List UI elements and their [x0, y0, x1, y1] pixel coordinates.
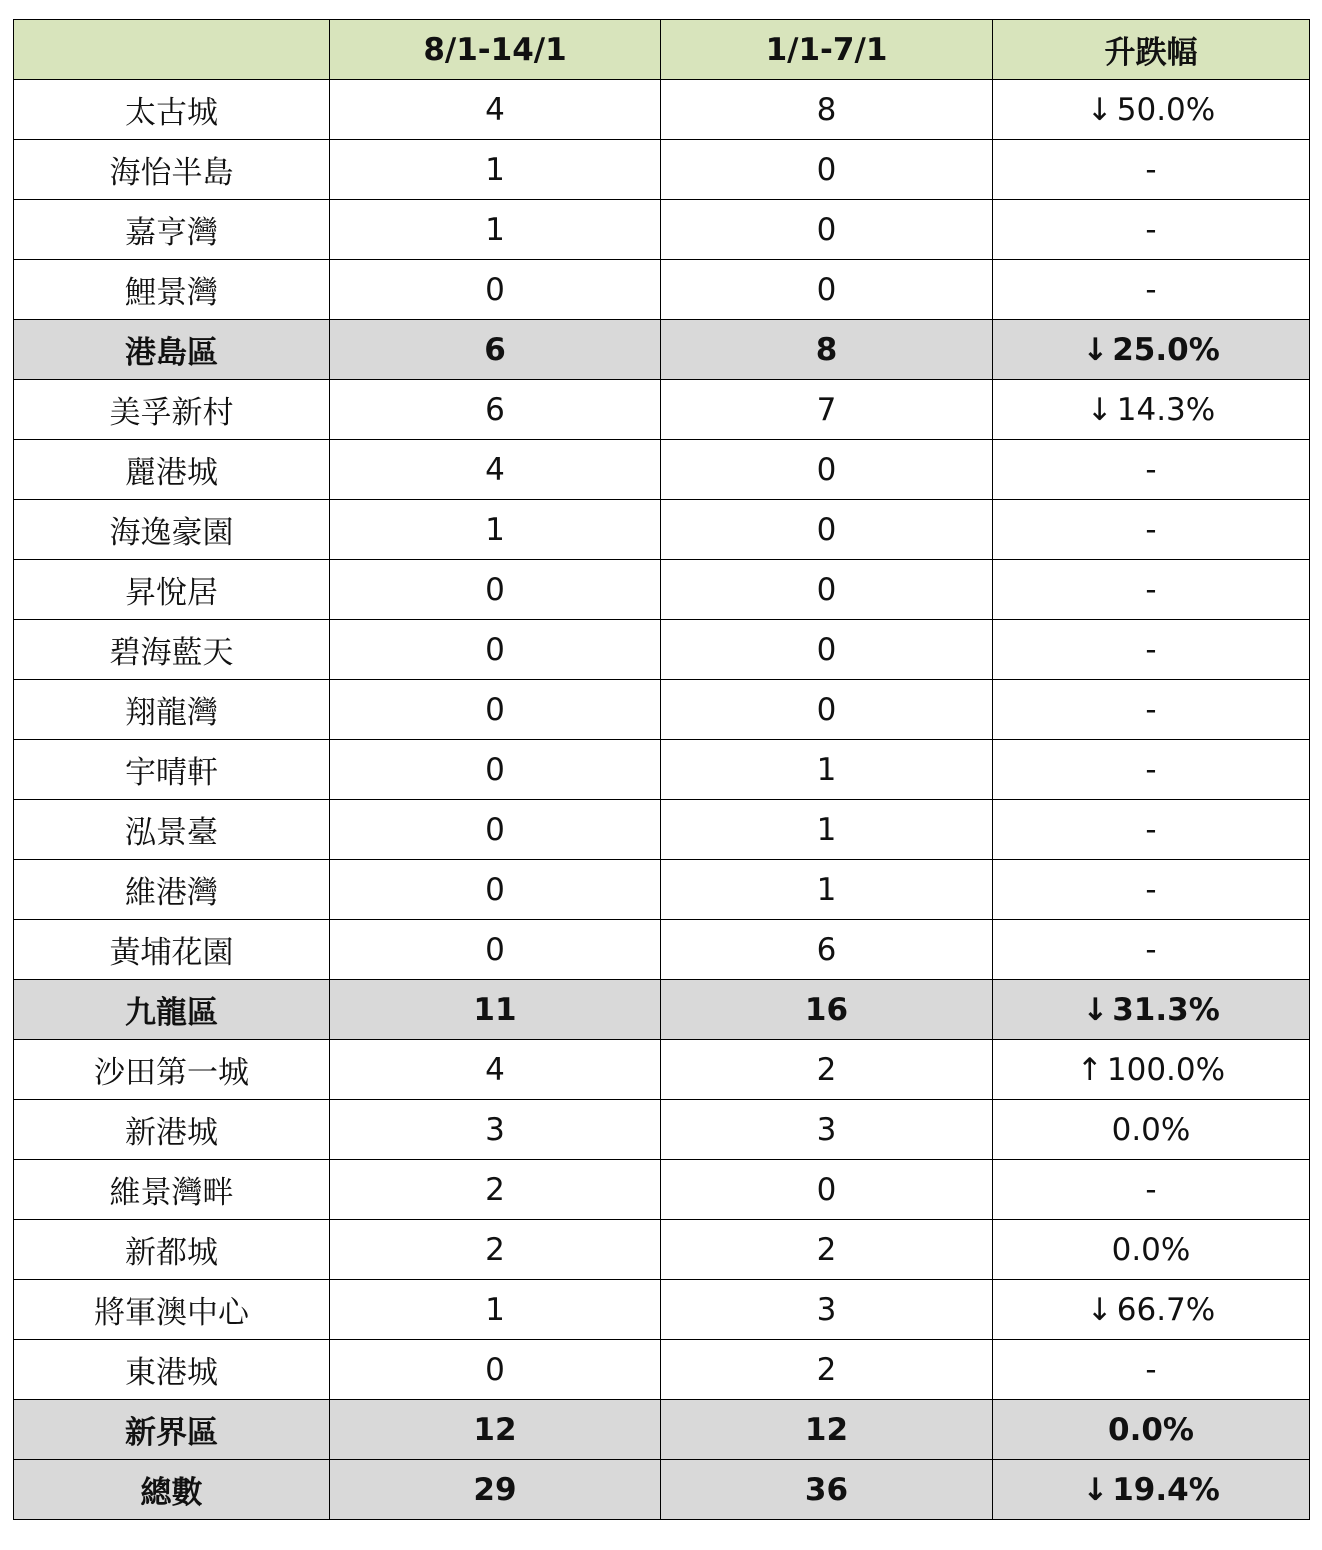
change-value: - [1145, 571, 1157, 608]
estate-name-cell: 將軍澳中心 [14, 1280, 330, 1340]
change-cell [993, 1280, 1310, 1340]
current-period-count-cell: 0 [330, 860, 661, 920]
table-row [14, 140, 1310, 200]
estate-name-cell: 新界區 [14, 1400, 330, 1460]
current-period-count-cell: 0 [330, 1340, 661, 1400]
change-cell [993, 80, 1310, 140]
header-period-previous: 1/1-7/1 [661, 20, 993, 80]
previous-period-count-cell: 2 [661, 1220, 993, 1280]
change-value: - [1145, 811, 1157, 848]
current-period-count-cell: 0 [330, 620, 661, 680]
previous-period-count-cell: 0 [661, 440, 993, 500]
change-cell [993, 440, 1310, 500]
estate-name-cell: 九龍區 [14, 980, 330, 1040]
change-cell [993, 560, 1310, 620]
previous-period-count-cell: 0 [661, 200, 993, 260]
current-period-count-cell: 4 [330, 440, 661, 500]
change-value: - [1145, 931, 1157, 968]
estate-name-cell: 泓景臺 [14, 800, 330, 860]
change-cell [993, 1340, 1310, 1400]
change-value: 25.0% [1112, 331, 1220, 368]
estate-name-cell: 海逸豪園 [14, 500, 330, 560]
current-period-count-cell: 1 [330, 1280, 661, 1340]
arrow-down-icon: ↓ [1086, 91, 1113, 128]
change-value: 14.3% [1116, 391, 1216, 428]
previous-period-count-cell: 1 [661, 740, 993, 800]
previous-period-count-cell: 16 [661, 980, 993, 1040]
header-period-current: 8/1-14/1 [330, 20, 661, 80]
previous-period-count-cell: 0 [661, 500, 993, 560]
previous-period-count-cell: 12 [661, 1400, 993, 1460]
transaction-comparison-table [13, 19, 1310, 1520]
table-row [14, 260, 1310, 320]
estate-name-cell: 維港灣 [14, 860, 330, 920]
estate-name-cell: 嘉亨灣 [14, 200, 330, 260]
change-cell [993, 860, 1310, 920]
previous-period-count-cell: 0 [661, 620, 993, 680]
previous-period-count-cell: 8 [661, 80, 993, 140]
current-period-count-cell: 1 [330, 200, 661, 260]
subtotal-row [14, 320, 1310, 380]
subtotal-row [14, 1400, 1310, 1460]
previous-period-count-cell: 1 [661, 860, 993, 920]
arrow-up-icon: ↑ [1076, 1051, 1103, 1088]
estate-name-cell: 太古城 [14, 80, 330, 140]
estate-name-cell: 港島區 [14, 320, 330, 380]
current-period-count-cell: 0 [330, 560, 661, 620]
table-row [14, 1280, 1310, 1340]
change-cell [993, 740, 1310, 800]
estate-name-cell: 黃埔花園 [14, 920, 330, 980]
change-value: - [1145, 271, 1157, 308]
change-value: - [1145, 1351, 1157, 1388]
change-value: 0.0% [1111, 1111, 1191, 1148]
table-header [14, 20, 1310, 80]
change-value: - [1145, 511, 1157, 548]
change-value: - [1145, 751, 1157, 788]
table-row [14, 440, 1310, 500]
estate-name-cell: 麗港城 [14, 440, 330, 500]
table-row [14, 680, 1310, 740]
table-row [14, 1160, 1310, 1220]
change-value: - [1145, 451, 1157, 488]
header-row [14, 20, 1310, 80]
previous-period-count-cell: 1 [661, 800, 993, 860]
table-row [14, 740, 1310, 800]
change-value: - [1145, 151, 1157, 188]
previous-period-count-cell: 2 [661, 1340, 993, 1400]
change-cell [993, 620, 1310, 680]
previous-period-count-cell: 0 [661, 560, 993, 620]
change-cell [993, 140, 1310, 200]
table-row [14, 80, 1310, 140]
table-row [14, 500, 1310, 560]
change-cell [993, 980, 1310, 1040]
previous-period-count-cell: 8 [661, 320, 993, 380]
current-period-count-cell: 1 [330, 140, 661, 200]
table-row [14, 380, 1310, 440]
change-cell [993, 1400, 1310, 1460]
arrow-down-icon: ↓ [1082, 331, 1109, 368]
change-value: - [1145, 871, 1157, 908]
table-row [14, 800, 1310, 860]
current-period-count-cell: 6 [330, 380, 661, 440]
estate-name-cell: 新都城 [14, 1220, 330, 1280]
previous-period-count-cell: 7 [661, 380, 993, 440]
table-body [14, 80, 1310, 1520]
change-value: - [1145, 211, 1157, 248]
previous-period-count-cell: 0 [661, 140, 993, 200]
estate-name-cell: 維景灣畔 [14, 1160, 330, 1220]
estate-name-cell: 宇晴軒 [14, 740, 330, 800]
estate-name-cell: 翔龍灣 [14, 680, 330, 740]
current-period-count-cell: 29 [330, 1460, 661, 1520]
estate-name-cell: 東港城 [14, 1340, 330, 1400]
change-cell [993, 920, 1310, 980]
current-period-count-cell: 4 [330, 1040, 661, 1100]
current-period-count-cell: 6 [330, 320, 661, 380]
change-value: 19.4% [1112, 1471, 1220, 1508]
previous-period-count-cell: 3 [661, 1280, 993, 1340]
current-period-count-cell: 12 [330, 1400, 661, 1460]
change-cell [993, 1460, 1310, 1520]
table-row [14, 920, 1310, 980]
change-value: 0.0% [1108, 1411, 1194, 1448]
table-row [14, 1040, 1310, 1100]
change-cell [993, 1100, 1310, 1160]
subtotal-row [14, 980, 1310, 1040]
arrow-down-icon: ↓ [1086, 1291, 1113, 1328]
arrow-down-icon: ↓ [1086, 391, 1113, 428]
estate-name-cell: 海怡半島 [14, 140, 330, 200]
estate-name-cell: 碧海藍天 [14, 620, 330, 680]
change-cell [993, 320, 1310, 380]
table-row [14, 560, 1310, 620]
table-row [14, 860, 1310, 920]
current-period-count-cell: 2 [330, 1220, 661, 1280]
estate-name-cell: 美孚新村 [14, 380, 330, 440]
estate-name-cell: 鯉景灣 [14, 260, 330, 320]
current-period-count-cell: 11 [330, 980, 661, 1040]
change-cell [993, 1040, 1310, 1100]
change-cell [993, 1220, 1310, 1280]
subtotal-row [14, 1460, 1310, 1520]
estate-name-cell: 昇悅居 [14, 560, 330, 620]
change-value: 50.0% [1116, 91, 1216, 128]
previous-period-count-cell: 3 [661, 1100, 993, 1160]
table-row [14, 1220, 1310, 1280]
current-period-count-cell: 0 [330, 740, 661, 800]
change-cell [993, 200, 1310, 260]
change-cell [993, 380, 1310, 440]
change-value: - [1145, 631, 1157, 668]
current-period-count-cell: 4 [330, 80, 661, 140]
current-period-count-cell: 2 [330, 1160, 661, 1220]
table-row [14, 200, 1310, 260]
change-cell [993, 800, 1310, 860]
change-value: 100.0% [1106, 1051, 1226, 1088]
change-cell [993, 500, 1310, 560]
current-period-count-cell: 0 [330, 800, 661, 860]
change-cell [993, 680, 1310, 740]
current-period-count-cell: 0 [330, 260, 661, 320]
previous-period-count-cell: 2 [661, 1040, 993, 1100]
table-row [14, 1100, 1310, 1160]
header-estate [14, 20, 330, 80]
change-value: - [1145, 1171, 1157, 1208]
estate-name-cell: 沙田第一城 [14, 1040, 330, 1100]
table-row [14, 1340, 1310, 1400]
change-cell [993, 260, 1310, 320]
table-row [14, 620, 1310, 680]
current-period-count-cell: 0 [330, 920, 661, 980]
change-value: 31.3% [1112, 991, 1220, 1028]
current-period-count-cell: 3 [330, 1100, 661, 1160]
previous-period-count-cell: 0 [661, 1160, 993, 1220]
previous-period-count-cell: 6 [661, 920, 993, 980]
arrow-down-icon: ↓ [1082, 991, 1109, 1028]
current-period-count-cell: 0 [330, 680, 661, 740]
previous-period-count-cell: 0 [661, 680, 993, 740]
change-value: 66.7% [1116, 1291, 1216, 1328]
header-change: 升跌幅 [993, 20, 1310, 80]
change-value: 0.0% [1111, 1231, 1191, 1268]
arrow-down-icon: ↓ [1082, 1471, 1109, 1508]
change-value: - [1145, 691, 1157, 728]
previous-period-count-cell: 0 [661, 260, 993, 320]
estate-name-cell: 新港城 [14, 1100, 330, 1160]
estate-name-cell: 總數 [14, 1460, 330, 1520]
previous-period-count-cell: 36 [661, 1460, 993, 1520]
change-cell [993, 1160, 1310, 1220]
current-period-count-cell: 1 [330, 500, 661, 560]
